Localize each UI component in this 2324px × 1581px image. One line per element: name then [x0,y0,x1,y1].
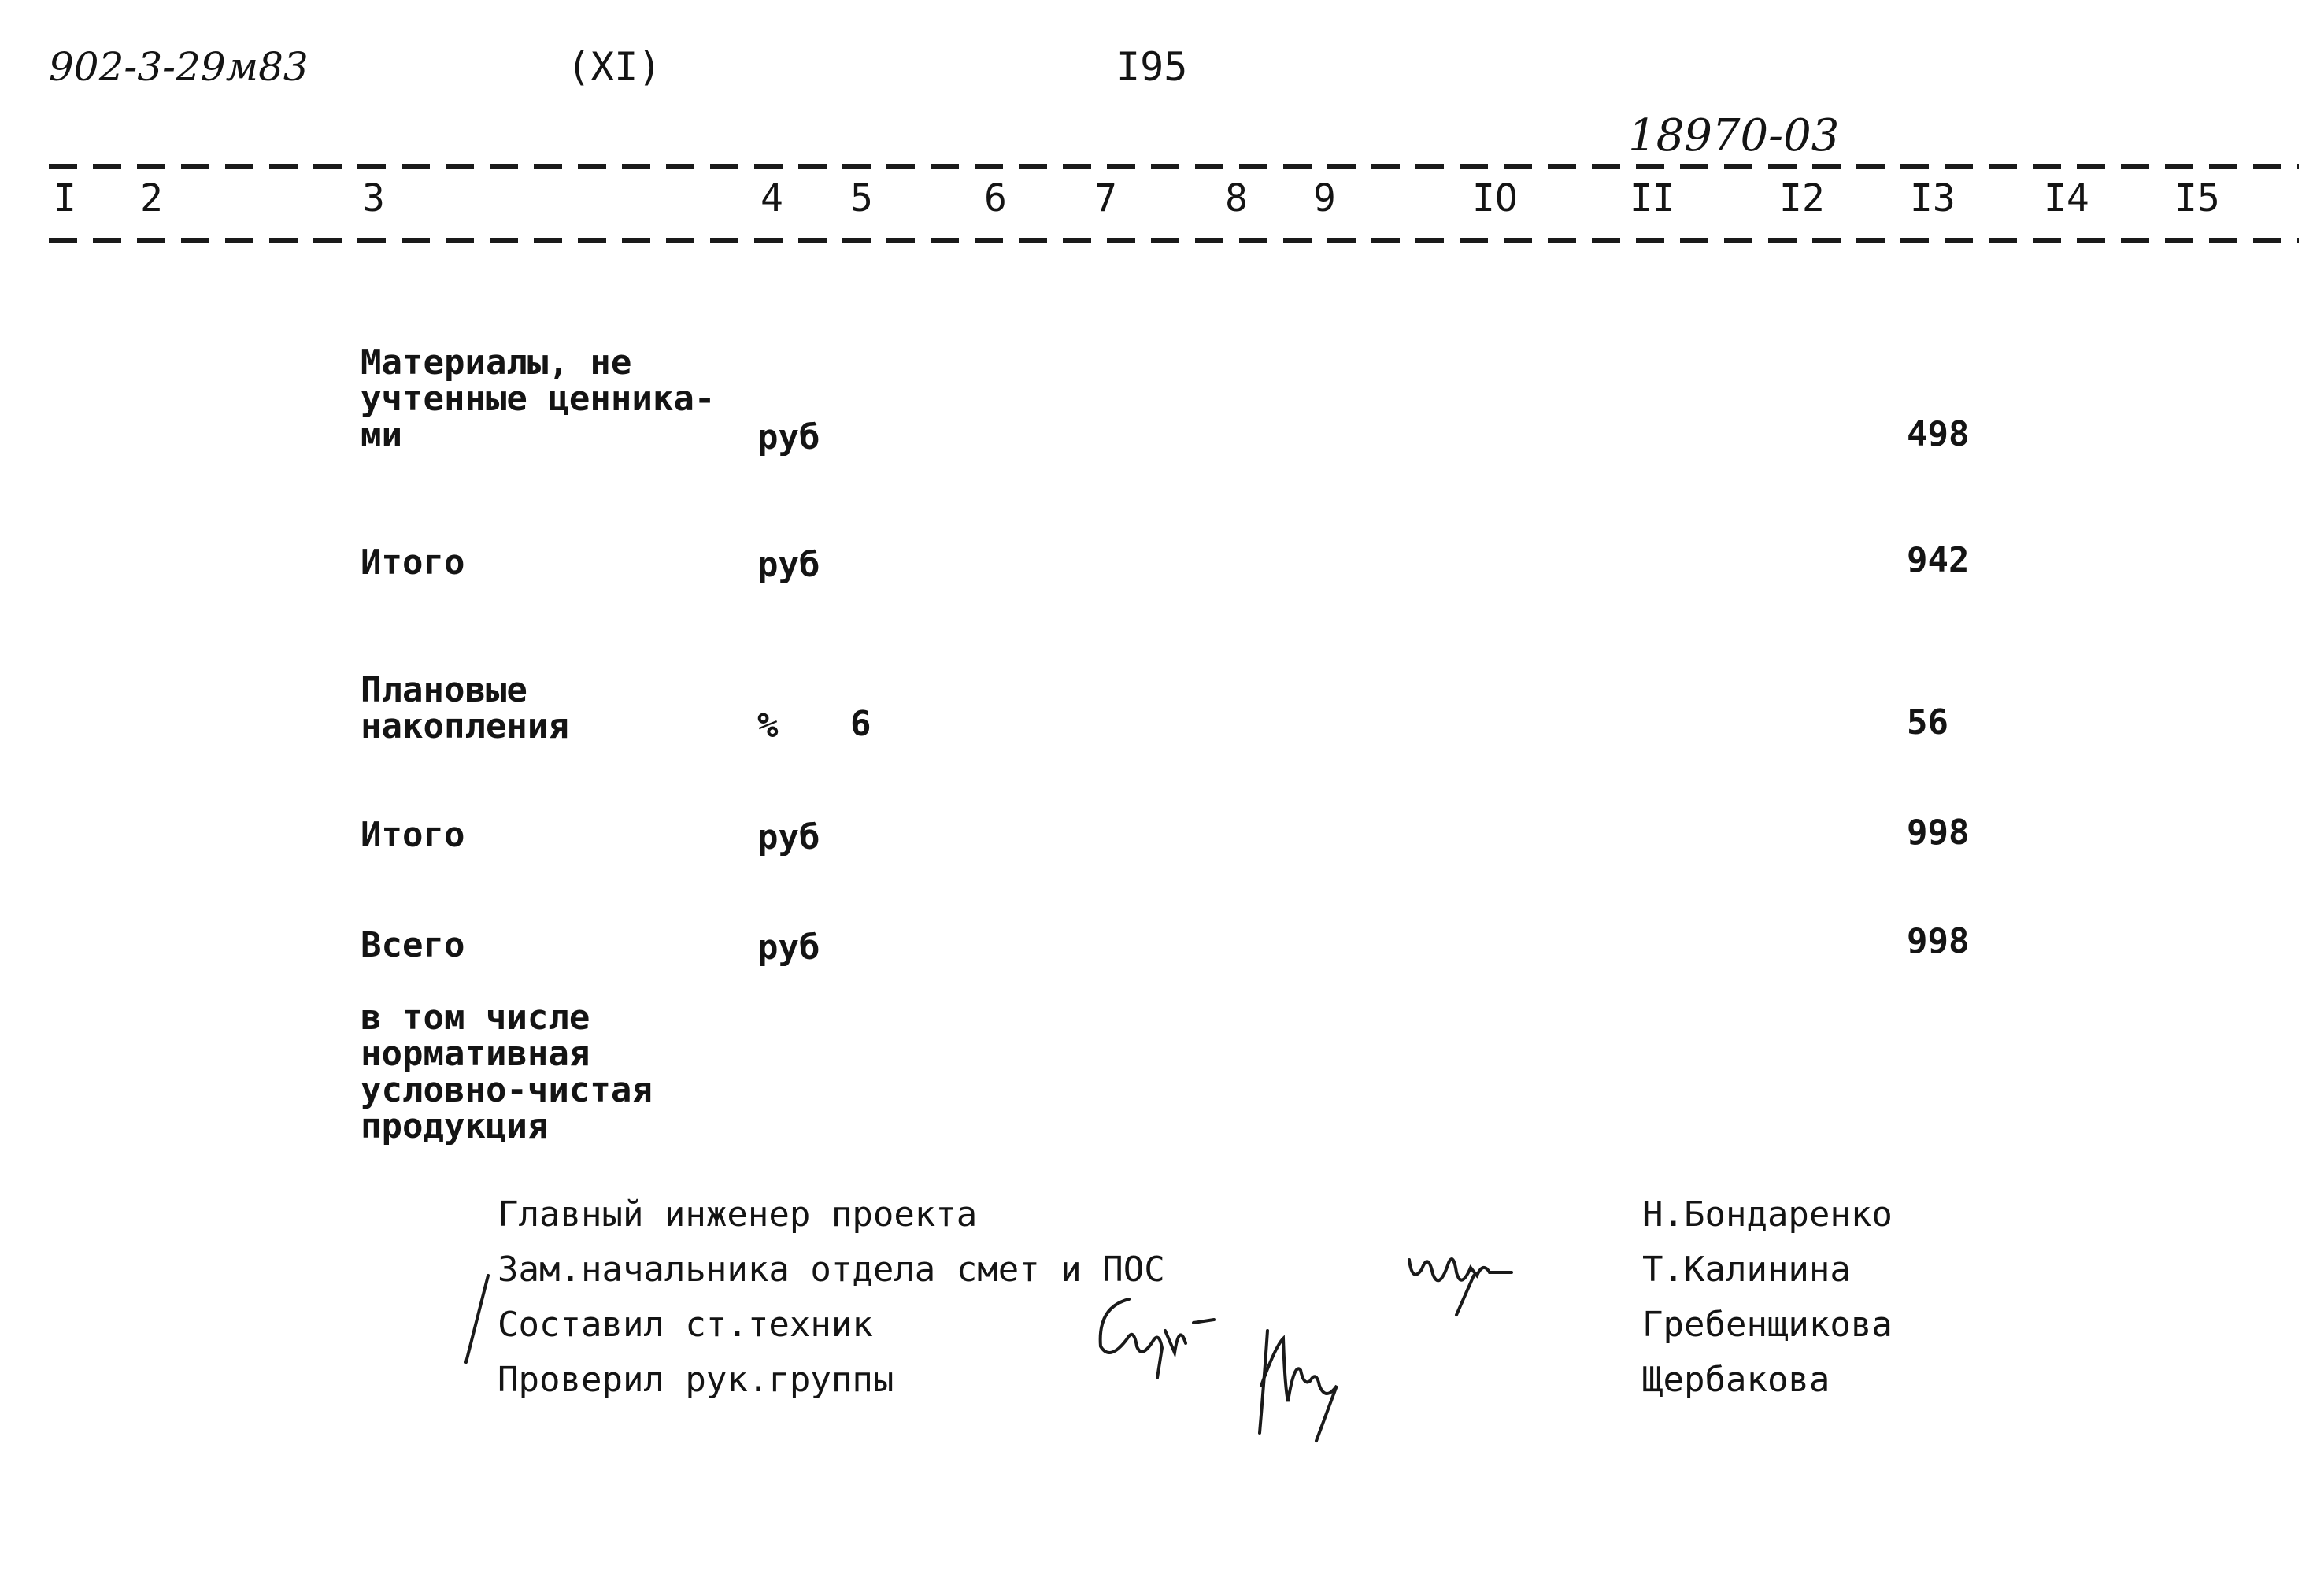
column-number-5: 5 [850,176,873,220]
row-label-subtotal: Итого [361,815,465,855]
row-value-col13: 998 [1907,921,1970,961]
page-number: I95 [1116,44,1188,90]
row-label-net-production: в том числе нормативная условно-чистая продукция [361,998,653,1146]
row-unit: % [757,705,779,746]
document-code: 902-3-29м83 [49,44,309,90]
row-unit: руб [757,927,820,968]
header-rule-top [49,164,2299,169]
row-value-col13: 998 [1907,813,1970,853]
column-number-1: I [54,176,76,220]
signature-position: Составил ст.техник [498,1305,873,1345]
column-number-9: 9 [1313,176,1336,220]
row-value-col5: 6 [850,704,872,744]
row-label-subtotal: Итого [361,542,465,583]
row-label-total: Всего [361,925,465,965]
column-number-11: II [1630,176,1675,220]
column-number-2: 2 [140,176,163,220]
handwritten-signature [1401,1228,1551,1323]
column-number-10: IO [1472,176,1518,220]
column-number-4: 4 [760,176,783,220]
header-rule-bottom [49,238,2299,243]
signature-name: Гребенщикова [1642,1305,1893,1345]
row-unit: руб [757,417,820,457]
handwritten-signature [1086,1283,1244,1401]
column-number-12: I2 [1779,176,1825,220]
column-number-13: I3 [1910,176,1956,220]
row-unit: руб [757,817,820,857]
row-label-planned-savings: Плановые накопления [361,670,569,746]
column-number-6: 6 [984,176,1007,220]
row-value-col13: 942 [1907,540,1970,580]
handwritten-mark [457,1268,504,1370]
row-label-materials: Материалы, не учтенные ценника- ми [361,342,716,455]
signature-name: Щербакова [1642,1360,1830,1400]
row-value-col13: 56 [1907,702,1948,742]
handwritten-signature [1244,1315,1370,1449]
signature-position: Зам.начальника отдела смет и ПОС [498,1250,1165,1290]
row-unit: руб [757,545,820,585]
handwritten-number: 18970-03 [1628,110,1840,161]
signature-position: Главный инженер проекта [498,1194,978,1235]
row-value-col13: 498 [1907,414,1970,454]
column-number-15: I5 [2174,176,2220,220]
column-number-3: 3 [362,176,385,220]
column-number-7: 7 [1094,176,1117,220]
signature-position: Проверил рук.группы [498,1360,894,1400]
signature-name: Т.Калинина [1642,1250,1851,1290]
column-number-8: 8 [1225,176,1248,220]
section-number: (XI) [567,44,662,90]
signature-name: Н.Бондаренко [1642,1194,1893,1235]
column-number-14: I4 [2044,176,2089,220]
